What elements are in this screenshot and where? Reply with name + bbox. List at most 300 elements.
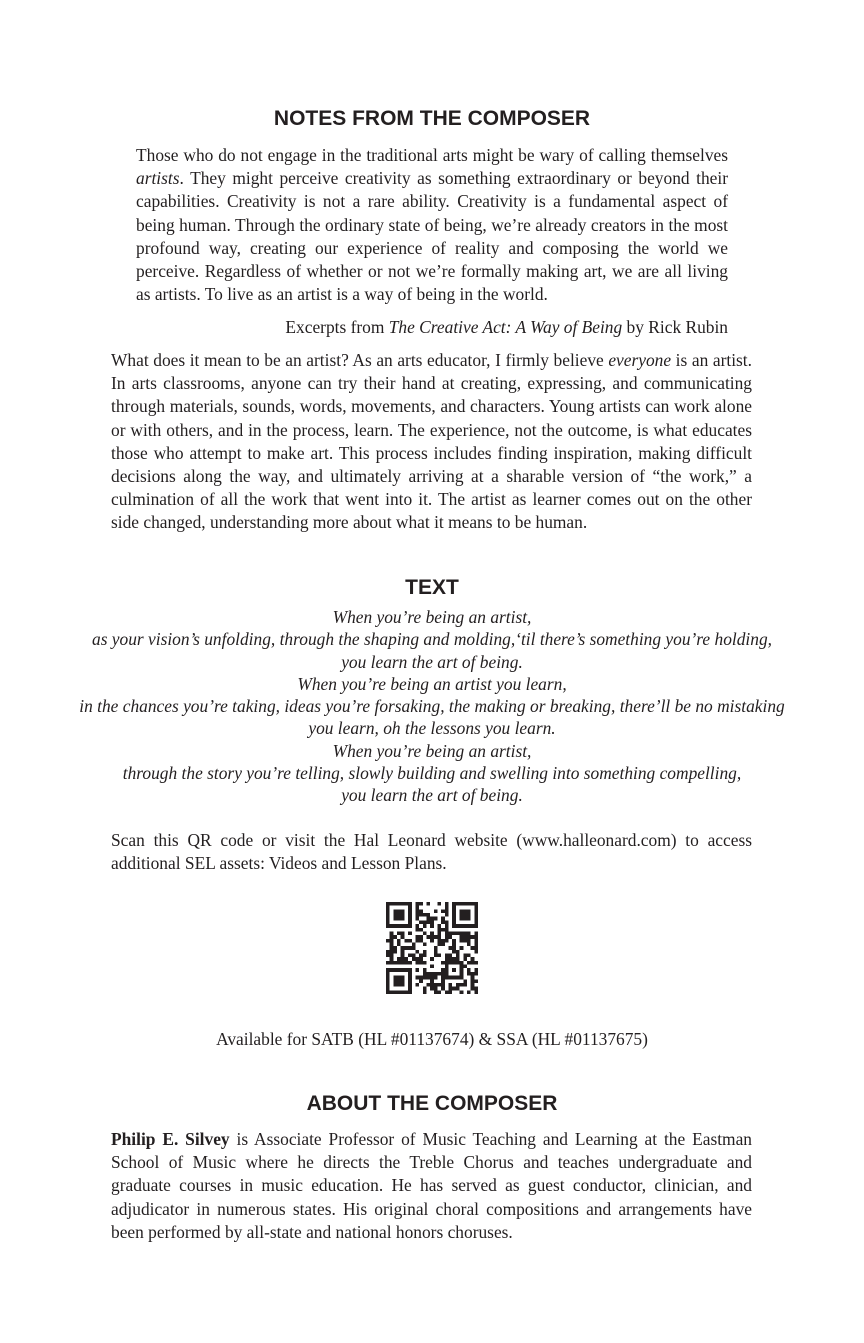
qr-module	[434, 946, 438, 950]
lyric-line: as your vision’s unfolding, through the shaping and molding,‘til there’s something you’re holding,	[92, 629, 772, 650]
qr-module	[430, 965, 434, 969]
qr-module	[449, 946, 453, 950]
qr-module	[408, 987, 412, 991]
qr-module	[386, 902, 390, 906]
lyric-line: When you’re being an artist,	[332, 607, 532, 627]
qr-module	[430, 935, 434, 939]
qr-module	[390, 950, 394, 954]
qr-module	[438, 972, 442, 976]
qr-module	[426, 920, 430, 924]
lyric-line: you learn the art of being.	[341, 651, 523, 672]
qr-module	[467, 972, 471, 976]
qr-module	[426, 917, 430, 921]
lyric-line: When you’re being an artist you learn,	[297, 673, 567, 694]
qr-module	[401, 935, 405, 939]
qr-module	[423, 920, 427, 924]
qr-module	[438, 902, 442, 906]
qr-module	[419, 902, 423, 906]
qr-module	[390, 957, 394, 961]
about-heading: ABOUT THE COMPOSER	[306, 1092, 558, 1115]
qr-module	[419, 961, 423, 965]
qr-module	[386, 924, 390, 928]
qr-module	[397, 957, 401, 961]
qr-module	[390, 902, 394, 906]
qr-module	[419, 935, 423, 939]
qr-module	[474, 946, 478, 950]
qr-module	[430, 931, 434, 935]
qr-module	[393, 968, 397, 972]
lyrics-block	[0, 606, 864, 807]
qr-module	[423, 931, 427, 935]
qr-module	[397, 942, 401, 946]
qr-module	[474, 990, 478, 994]
qr-module	[463, 954, 467, 958]
qr-module	[474, 902, 478, 906]
qr-module	[401, 979, 405, 983]
qr-module	[438, 942, 442, 946]
bio-text: is Associate Professor of Music Teaching and Learning at the Eastman School of Music where he directs the Treble Chorus and teaches undergraduate and graduate courses in music education. He has served as guest conductor, clinician, and adjudicator in numerous states. His original choral compositions and arrangements have been performed by all-state and national honors choruses.	[111, 1129, 752, 1242]
qr-module	[438, 924, 442, 928]
qr-module	[415, 924, 419, 928]
qr-module	[408, 909, 412, 913]
book-title: The Creative Act: A Way of Being	[388, 317, 623, 337]
qr-module	[452, 902, 456, 906]
qr-module	[430, 979, 434, 983]
qr-module	[460, 983, 464, 987]
qr-module	[463, 909, 467, 913]
qr-module	[397, 990, 401, 994]
qr-module	[445, 913, 449, 917]
qr-module	[434, 950, 438, 954]
quote-attribution	[285, 316, 728, 338]
qr-module	[438, 939, 442, 943]
qr-module	[474, 913, 478, 917]
qr-module	[438, 928, 442, 932]
qr-module	[386, 954, 390, 958]
attribution-prefix: Excerpts from	[285, 317, 389, 337]
qr-module	[393, 979, 397, 983]
qr-module	[467, 942, 471, 946]
qr-module	[386, 950, 390, 954]
qr-module	[415, 928, 419, 932]
qr-module	[386, 913, 390, 917]
qr-module	[386, 920, 390, 924]
qr-module	[452, 950, 456, 954]
qr-module	[456, 902, 460, 906]
lyric-line: you learn the art of being.	[341, 785, 523, 806]
qr-module	[419, 928, 423, 932]
qr-module	[412, 954, 416, 958]
qr-module	[445, 906, 449, 910]
qr-module	[408, 931, 412, 935]
qr-module	[415, 909, 419, 913]
qr-module	[474, 987, 478, 991]
qr-module	[463, 983, 467, 987]
qr-module	[460, 976, 464, 980]
qr-module	[404, 939, 408, 943]
qr-module	[390, 924, 394, 928]
qr-module	[460, 939, 464, 943]
qr-module	[449, 957, 453, 961]
qr-module	[393, 961, 397, 965]
qr-module	[452, 957, 456, 961]
qr-module	[474, 942, 478, 946]
qr-module	[456, 976, 460, 980]
qr-module	[386, 976, 390, 980]
qr-module	[471, 957, 475, 961]
paragraph-before: What does it mean to be an artist? As an arts educator, I firmly believe	[111, 350, 609, 370]
qr-module	[401, 924, 405, 928]
qr-module	[467, 909, 471, 913]
qr-module	[423, 913, 427, 917]
qr-module	[401, 931, 405, 935]
qr-module	[393, 990, 397, 994]
qr-module	[474, 917, 478, 921]
qr-module	[404, 924, 408, 928]
availability-note: Available for SATB (HL #01137674) & SSA (HL #01137675)	[216, 1029, 648, 1049]
qr-module	[474, 950, 478, 954]
qr-module	[441, 972, 445, 976]
qr-module	[430, 920, 434, 924]
qr-module	[452, 909, 456, 913]
qr-module	[408, 972, 412, 976]
qr-module	[456, 924, 460, 928]
lyric-line: through the story you’re telling, slowly building and swelling into something compelling,	[122, 763, 742, 784]
qr-module	[393, 917, 397, 921]
qr-module	[460, 902, 464, 906]
qr-module	[386, 939, 390, 943]
qr-module	[460, 972, 464, 976]
qr-module	[419, 979, 423, 983]
qr-module	[415, 939, 419, 943]
qr-module	[471, 976, 475, 980]
qr-module	[445, 990, 449, 994]
qr-module	[441, 979, 445, 983]
qr-module	[445, 902, 449, 906]
qr-module	[460, 924, 464, 928]
qr-module	[386, 968, 390, 972]
qr-module	[449, 987, 453, 991]
qr-module	[452, 968, 456, 972]
qr-module	[386, 961, 390, 965]
qr-module	[460, 935, 464, 939]
qr-module	[415, 935, 419, 939]
qr-module	[467, 968, 471, 972]
qr-module	[423, 924, 427, 928]
qr-module	[397, 968, 401, 972]
qr-module	[419, 920, 423, 924]
qr-module	[449, 961, 453, 965]
qr-module	[393, 909, 397, 913]
qr-module	[449, 935, 453, 939]
qr-module	[408, 913, 412, 917]
qr-module	[393, 950, 397, 954]
qr-module	[434, 935, 438, 939]
qr-module	[434, 917, 438, 921]
qr-module	[474, 968, 478, 972]
qr-module	[438, 935, 442, 939]
qr-module	[438, 990, 442, 994]
qr-module	[463, 965, 467, 969]
qr-module	[397, 931, 401, 935]
qr-module	[434, 976, 438, 980]
qr-module	[463, 939, 467, 943]
qr-module	[463, 979, 467, 983]
qr-module	[463, 931, 467, 935]
qr-module	[426, 976, 430, 980]
qr-module	[471, 961, 475, 965]
qr-module	[401, 902, 405, 906]
qr-module	[404, 946, 408, 950]
qr-module	[441, 939, 445, 943]
qr-module	[397, 924, 401, 928]
qr-module	[467, 961, 471, 965]
qr-module	[474, 979, 478, 983]
qr-module	[452, 946, 456, 950]
qr-module	[452, 913, 456, 917]
qr-module	[419, 957, 423, 961]
qr-module	[423, 961, 427, 965]
qr-module	[397, 913, 401, 917]
qr-module	[401, 968, 405, 972]
qr-module	[412, 946, 416, 950]
qr-module	[441, 961, 445, 965]
qr-module	[393, 976, 397, 980]
qr-module	[426, 935, 430, 939]
qr-module	[423, 990, 427, 994]
qr-module	[404, 957, 408, 961]
qr-module	[415, 913, 419, 917]
qr-module	[441, 987, 445, 991]
qr-module	[452, 931, 456, 935]
qr-module	[415, 950, 419, 954]
qr-module	[393, 983, 397, 987]
qr-module	[474, 906, 478, 910]
qr-module	[419, 909, 423, 913]
qr-module	[415, 976, 419, 980]
qr-module	[397, 909, 401, 913]
qr-module	[390, 961, 394, 965]
qr-module	[430, 917, 434, 921]
qr-module	[449, 954, 453, 958]
qr-module	[426, 983, 430, 987]
quote-emphasis: artists	[136, 168, 180, 189]
qr-module	[434, 972, 438, 976]
qr-module	[474, 935, 478, 939]
qr-module	[390, 946, 394, 950]
qr-module	[456, 931, 460, 935]
qr-module	[397, 902, 401, 906]
text-heading: TEXT	[405, 576, 459, 599]
qr-module	[397, 976, 401, 980]
qr-module	[401, 909, 405, 913]
qr-module	[426, 902, 430, 906]
qr-module	[445, 965, 449, 969]
qr-module	[445, 909, 449, 913]
qr-module	[404, 902, 408, 906]
qr-module	[423, 976, 427, 980]
qr-module	[471, 983, 475, 987]
qr-module	[393, 913, 397, 917]
qr-module	[434, 909, 438, 913]
qr-module	[397, 961, 401, 965]
qr-module	[474, 961, 478, 965]
qr-module	[452, 976, 456, 980]
qr-module	[471, 946, 475, 950]
qr-module	[423, 950, 427, 954]
qr-module	[430, 983, 434, 987]
qr-module	[401, 917, 405, 921]
qr-module	[441, 983, 445, 987]
qr-module	[467, 935, 471, 939]
qr-module	[445, 954, 449, 958]
qr-module	[474, 909, 478, 913]
qr-module	[386, 983, 390, 987]
qr-module	[438, 954, 442, 958]
composer-bio	[111, 1128, 752, 1244]
qr-module	[441, 909, 445, 913]
qr-module	[408, 976, 412, 980]
qr-code-icon[interactable]	[386, 902, 478, 994]
attribution-suffix: by Rick Rubin	[622, 317, 728, 337]
qr-module	[456, 950, 460, 954]
qr-module	[397, 979, 401, 983]
qr-module	[452, 987, 456, 991]
qr-module	[430, 924, 434, 928]
qr-module	[460, 946, 464, 950]
qr-module	[445, 972, 449, 976]
qr-module	[408, 920, 412, 924]
qr-module	[408, 990, 412, 994]
qr-module	[404, 990, 408, 994]
qr-module	[452, 920, 456, 924]
qr-module	[390, 939, 394, 943]
qr-module	[445, 924, 449, 928]
qr-module	[390, 935, 394, 939]
qr-module	[412, 942, 416, 946]
quote-prefix: Those who do not engage in the traditional arts might be wary of calling themselves	[136, 145, 728, 165]
qr-module	[430, 957, 434, 961]
qr-module	[452, 961, 456, 965]
qr-module	[408, 983, 412, 987]
qr-module	[445, 931, 449, 935]
qr-module	[423, 942, 427, 946]
paragraph-emphasis: everyone	[608, 350, 672, 370]
qr-module	[445, 920, 449, 924]
qr-module	[408, 946, 412, 950]
qr-module	[386, 906, 390, 910]
qr-module	[467, 913, 471, 917]
qr-module	[408, 954, 412, 958]
qr-module	[438, 931, 442, 935]
qr-module	[426, 972, 430, 976]
qr-module	[463, 957, 467, 961]
qr-module	[445, 957, 449, 961]
qr-module	[386, 909, 390, 913]
qr-module	[430, 972, 434, 976]
qr-module	[415, 902, 419, 906]
qr-module	[445, 935, 449, 939]
qr-module	[408, 968, 412, 972]
qr-module	[474, 924, 478, 928]
qr-module	[386, 987, 390, 991]
qr-module	[445, 976, 449, 980]
qr-module	[471, 902, 475, 906]
qr-module	[467, 902, 471, 906]
qr-module	[408, 979, 412, 983]
qr-module	[449, 931, 453, 935]
qr-module	[423, 954, 427, 958]
qr-module	[408, 906, 412, 910]
qr-module	[393, 924, 397, 928]
qr-module	[463, 913, 467, 917]
qr-module	[419, 954, 423, 958]
qr-module	[401, 946, 405, 950]
qr-module	[452, 942, 456, 946]
qr-module	[404, 961, 408, 965]
qr-module	[386, 917, 390, 921]
qr-module	[401, 990, 405, 994]
qr-module	[401, 961, 405, 965]
qr-module	[460, 965, 464, 969]
qr-module	[408, 939, 412, 943]
qr-module	[445, 928, 449, 932]
qr-module	[393, 902, 397, 906]
qr-module	[415, 961, 419, 965]
qr-module	[441, 920, 445, 924]
qr-module	[408, 917, 412, 921]
qr-module	[452, 939, 456, 943]
quote-rest: . They might perceive creativity as something extraordinary or beyond their capabilities. Creativity is not a rare ability. Creativity is a fundamental aspect of being human. Through the ordinary state of being, we’re already creators in the most profound way, creating our experience of reality and composing the world we perceive. Regardless of whether or not we’re formally making art, we are all living as artists. To live as an artist is a way of being in the world.	[136, 168, 728, 305]
qr-module	[467, 990, 471, 994]
qr-module	[397, 917, 401, 921]
qr-module	[471, 987, 475, 991]
qr-module	[467, 931, 471, 935]
qr-module	[415, 968, 419, 972]
qr-module	[401, 957, 405, 961]
qr-module	[456, 983, 460, 987]
qr-module	[386, 990, 390, 994]
qr-module	[463, 902, 467, 906]
qr-module	[456, 961, 460, 965]
qr-module	[415, 983, 419, 987]
notes-heading: NOTES FROM THE COMPOSER	[273, 107, 591, 130]
qr-module	[397, 983, 401, 987]
qr-module	[390, 954, 394, 958]
qr-module	[438, 983, 442, 987]
qr-module	[441, 968, 445, 972]
qr-module	[390, 968, 394, 972]
qr-module	[419, 939, 423, 943]
rubin-quote	[136, 144, 728, 306]
qr-module	[415, 957, 419, 961]
qr-module	[460, 990, 464, 994]
qr-module	[393, 935, 397, 939]
paragraph-after: is an artist. In arts classrooms, anyone can try their hand at creating, expressing, and communicating through materials, sounds, words, movements, and characters. Young artists can work alone or with others, and in the process, learn. The experience, not the outcome, is what educates those who attempt to make art. This process includes finding inspiration, making difficult decisions along the way, and ultimately arriving at a sharable version of “the work,” a culmination of all the work that went into it. The artist as learner comes out on the other side changed, understanding more about what it means to be human.	[111, 350, 752, 533]
qr-module	[401, 950, 405, 954]
qr-module	[467, 924, 471, 928]
qr-module	[460, 931, 464, 935]
qr-module	[449, 990, 453, 994]
qr-module	[467, 954, 471, 958]
qr-module	[441, 917, 445, 921]
qr-module	[393, 946, 397, 950]
qr-module	[415, 917, 419, 921]
qr-module	[460, 917, 464, 921]
qr-module	[463, 917, 467, 921]
qr-module	[430, 976, 434, 980]
qr-module	[474, 920, 478, 924]
